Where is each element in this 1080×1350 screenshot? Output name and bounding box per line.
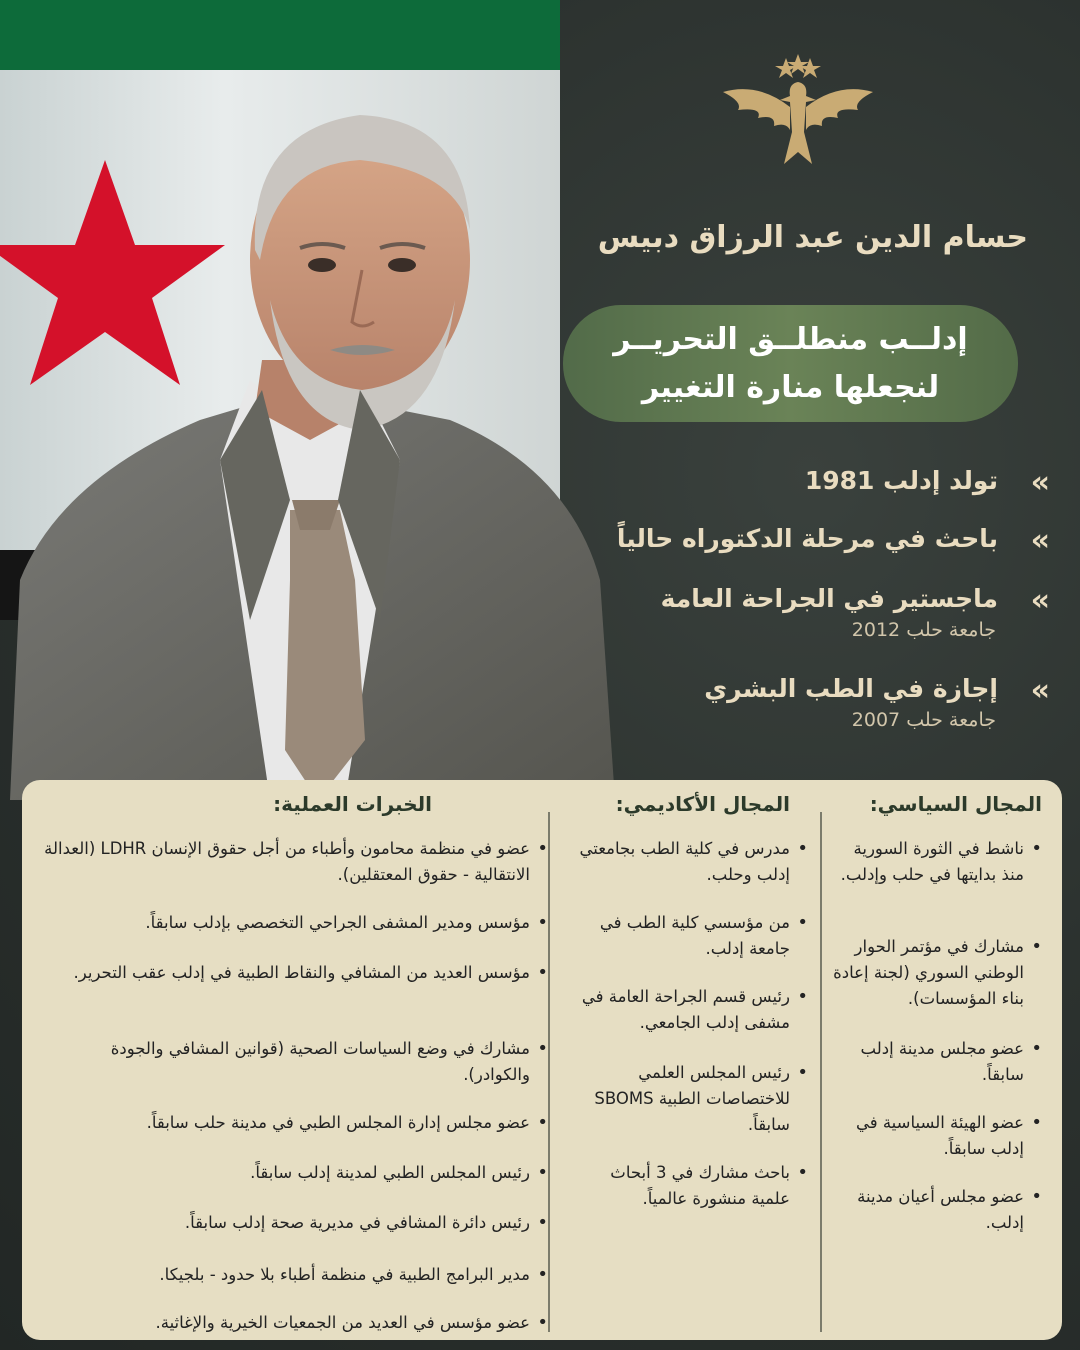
experience-item: • رئيس المجلس الطبي لمدينة إدلب سابقاً. bbox=[40, 1160, 530, 1186]
academic-item: • رئيس قسم الجراحة العامة في مشفى إدلب الجامعي. bbox=[560, 984, 790, 1036]
political-item: • ناشط في الثورة السورية منذ بدايتها في حلب وإدلب. bbox=[839, 836, 1024, 888]
political-item: • عضو مجلس أعيان مدينة إدلب. bbox=[839, 1184, 1024, 1236]
bio-title: ماجستير في الجراحة العامة bbox=[660, 584, 998, 613]
experience-heading: الخبرات العملية: bbox=[273, 792, 432, 816]
candidate-name: حسام الدين عبد الرزاق دبيس bbox=[597, 220, 1028, 255]
experience-item: • عضو مجلس إدارة المجلس الطبي في مدينة حلب سابقاً. bbox=[40, 1110, 530, 1136]
experience-item: • رئيس دائرة المشافي في مديرية صحة إدلب سابقاً. bbox=[40, 1210, 530, 1236]
experience-item: • عضو مؤسس في العديد من الجمعيات الخيرية والإغاثية. bbox=[40, 1310, 530, 1336]
slogan-badge bbox=[563, 305, 1018, 422]
eagle-emblem-icon bbox=[718, 52, 878, 172]
column-divider bbox=[548, 812, 550, 1332]
bio-item bbox=[804, 465, 1050, 500]
academic-heading: المجال الأكاديمي: bbox=[615, 792, 790, 816]
bio-item bbox=[660, 583, 1050, 641]
bio-subtitle: جامعة حلب 2007 bbox=[851, 709, 996, 731]
bio-item bbox=[704, 673, 1050, 731]
political-item: • عضو مجلس مدينة إدلب سابقاً. bbox=[839, 1036, 1024, 1088]
bio-title: تولد إدلب 1981 bbox=[804, 466, 998, 495]
double-chevron-icon: » bbox=[1030, 673, 1050, 708]
column-divider bbox=[820, 812, 822, 1332]
bio-subtitle: جامعة حلب 2012 bbox=[851, 619, 996, 641]
bio-title: باحث في مرحلة الدكتوراه حالياً bbox=[616, 524, 998, 553]
double-chevron-icon: » bbox=[1030, 523, 1050, 558]
slogan-line-2: لنجعلها منارة التغيير bbox=[641, 369, 940, 405]
experience-item: • مؤسس ومدير المشفى الجراحي التخصصي بإدلب سابقاً. bbox=[40, 910, 530, 936]
academic-item: • من مؤسسي كلية الطب في جامعة إدلب. bbox=[575, 910, 790, 962]
slogan-line-1: إدلــب منطلــق التحريــر bbox=[613, 321, 968, 357]
double-chevron-icon: » bbox=[1030, 465, 1050, 500]
academic-item: • مدرس في كلية الطب بجامعتي إدلب وحلب. bbox=[575, 836, 790, 888]
academic-item: • باحث مشارك في 3 أبحاث علمية منشورة عالمياً. bbox=[575, 1160, 790, 1212]
experience-item: • عضو في منظمة محامون وأطباء من أجل حقوق الإنسان LDHR (العدالة الانتقالية - حقوق المعتقلين). bbox=[40, 836, 530, 888]
bio-title: إجازة في الطب البشري bbox=[704, 674, 998, 703]
political-item: • مشارك في مؤتمر الحوار الوطني السوري (لجنة إعادة بناء المؤسسات). bbox=[824, 934, 1024, 1012]
academic-item: • رئيس المجلس العلمي للاختصاصات الطبية SBOMS سابقاً. bbox=[590, 1060, 790, 1138]
experience-item: • مؤسس العديد من المشافي والنقاط الطبية في إدلب عقب التحرير. bbox=[60, 960, 530, 986]
double-chevron-icon: » bbox=[1030, 583, 1050, 618]
political-heading: المجال السياسي: bbox=[869, 792, 1042, 816]
experience-item: • مدير البرامج الطبية في منظمة أطباء بلا حدود - بلجيكا. bbox=[40, 1262, 530, 1288]
political-item: • عضو الهيئة السياسية في إدلب سابقاً. bbox=[839, 1110, 1024, 1162]
experience-item: • مشارك في وضع السياسات الصحية (قوانين المشافي والجودة والكوادر). bbox=[60, 1036, 530, 1088]
details-panel bbox=[22, 780, 1062, 1340]
candidate-portrait bbox=[0, 60, 620, 800]
bio-item bbox=[616, 523, 1050, 558]
